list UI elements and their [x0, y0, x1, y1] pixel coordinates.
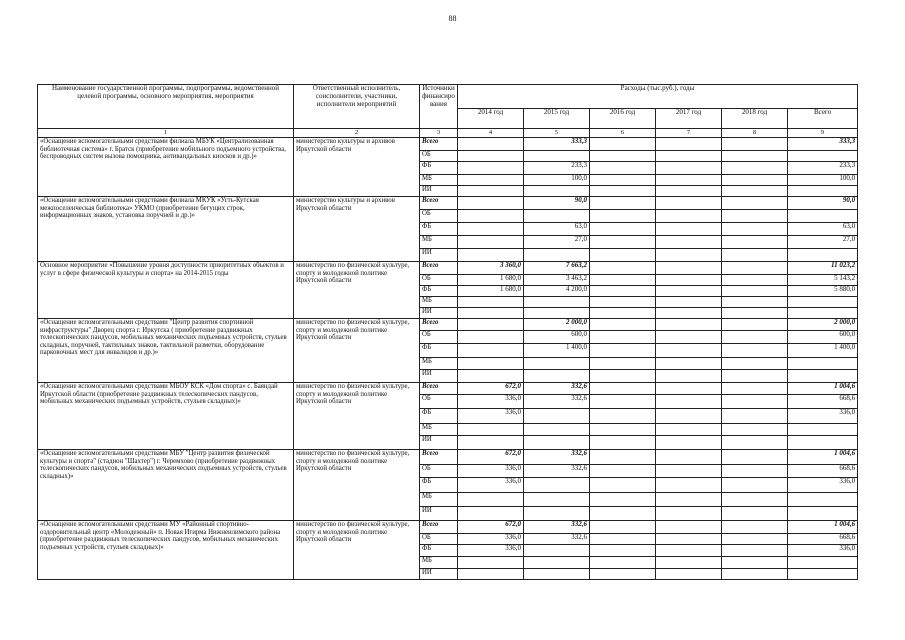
table-row — [38, 383, 858, 395]
year-value — [722, 151, 788, 162]
activity-name: «Оснащение вспомогательными средствами филиала МБУК «Централизованная библиотечная система» г. Братск (приобретение мобильного подъемного устройства, беспроводных систем вызова помощника, антивандальных киосков и др.)» — [38, 138, 294, 197]
year-value — [458, 331, 524, 344]
year-value — [722, 370, 788, 383]
funding-source: ОБ — [420, 331, 458, 344]
year-value: 3 463,2 — [524, 275, 590, 286]
year-value — [656, 370, 722, 383]
year-value — [590, 478, 656, 493]
year-value — [590, 249, 656, 262]
year-value: 1 680,0 — [458, 275, 524, 286]
total-value: 1 004,6 — [788, 450, 858, 465]
year-value — [590, 297, 656, 308]
year-value — [722, 465, 788, 478]
year-value — [590, 275, 656, 286]
funding-source: МБ — [420, 297, 458, 308]
funding-source: ИИ — [420, 436, 458, 450]
year-value — [722, 534, 788, 545]
funding-source: ФБ — [420, 162, 458, 175]
year-value — [524, 297, 590, 308]
year-value — [656, 557, 722, 569]
column-number: 4 — [458, 129, 524, 138]
responsible-executor: министерство по физической культуре, спорту и молодежной политике Иркутской области — [294, 521, 420, 580]
year-value: 2 000,0 — [524, 319, 590, 331]
year-value — [722, 436, 788, 450]
funding-source: ИИ — [420, 569, 458, 580]
year-value — [722, 557, 788, 569]
funding-source: Всего — [420, 319, 458, 331]
year-value — [524, 493, 590, 507]
year-value — [656, 409, 722, 424]
year-value — [524, 308, 590, 319]
year-value — [722, 275, 788, 286]
year-value — [458, 358, 524, 370]
year-value: 600,0 — [524, 331, 590, 344]
total-value — [788, 507, 858, 521]
total-value — [788, 557, 858, 569]
year-value — [656, 507, 722, 521]
year-value — [458, 297, 524, 308]
funding-source: ИИ — [420, 186, 458, 197]
responsible-executor: министерство по физической культуре, спорту и молодежной политике Иркутской области — [294, 262, 420, 319]
total-value: 668,6 — [788, 534, 858, 545]
year-value — [722, 223, 788, 236]
total-value — [788, 493, 858, 507]
year-value — [524, 370, 590, 383]
year-value — [458, 223, 524, 236]
year-value — [722, 286, 788, 297]
table-row — [38, 450, 858, 465]
funding-source: ИИ — [420, 308, 458, 319]
table-row — [38, 319, 858, 331]
year-value: 336,0 — [458, 465, 524, 478]
column-number: 3 — [420, 129, 458, 138]
year-value — [722, 521, 788, 534]
activity-name: «Оснащение вспомогательными средствами МБОУ КСК «Дом спорта» с. Баяндай Иркутской области (приобретение раздвижных телескопических пандусов, мобильных механических подъемных устройств, стульев складных)» — [38, 383, 294, 450]
year-value — [458, 557, 524, 569]
year-value — [722, 262, 788, 275]
year-value — [722, 478, 788, 493]
total-value: 333,3 — [788, 138, 858, 151]
total-value: 5 143,2 — [788, 275, 858, 286]
year-value — [590, 151, 656, 162]
total-value: 600,0 — [788, 331, 858, 344]
funding-source: МБ — [420, 175, 458, 186]
column-number: 8 — [722, 129, 788, 138]
year-value — [722, 395, 788, 409]
funding-source: ОБ — [420, 275, 458, 286]
total-value — [788, 569, 858, 580]
year-value — [722, 507, 788, 521]
year-value — [656, 436, 722, 450]
activity-name: «Оснащение вспомогательными средствами "Центр развития спортивной инфраструктуры" Дворец спорта г. Иркутска ( приобретение раздвижных телескопических пандусов, мобильных механических подъемных устройств, стульев складных, поручней, тактильных знаков, тактильной разметки, оборудование парковочных мест для инвалидов и др.)» — [38, 319, 294, 383]
year-value — [590, 262, 656, 275]
total-value — [788, 436, 858, 450]
year-value — [722, 450, 788, 465]
year-value — [524, 210, 590, 223]
year-value — [590, 331, 656, 344]
year-value — [524, 249, 590, 262]
funding-source: ОБ — [420, 534, 458, 545]
year-value — [722, 162, 788, 175]
year-value — [524, 358, 590, 370]
header-year-2018: 2018 год — [722, 109, 788, 129]
year-value — [656, 478, 722, 493]
year-value — [656, 534, 722, 545]
year-value: 63,0 — [524, 223, 590, 236]
year-value — [590, 358, 656, 370]
year-value — [722, 319, 788, 331]
funding-source: ОБ — [420, 465, 458, 478]
year-value — [458, 210, 524, 223]
column-number: 9 — [788, 129, 858, 138]
header-total: Всего — [788, 109, 858, 129]
total-value: 1 004,6 — [788, 383, 858, 395]
year-value — [590, 395, 656, 409]
year-value: 332,6 — [524, 465, 590, 478]
year-value: 4 200,0 — [524, 286, 590, 297]
total-value: 1 004,6 — [788, 521, 858, 534]
year-value — [656, 151, 722, 162]
column-number: 7 — [656, 129, 722, 138]
year-value — [590, 507, 656, 521]
header-year-2015: 2015 год — [524, 109, 590, 129]
year-value — [590, 424, 656, 436]
table-row — [38, 197, 858, 210]
year-value: 336,0 — [458, 478, 524, 493]
total-value — [788, 297, 858, 308]
year-value — [722, 344, 788, 358]
year-value — [524, 186, 590, 197]
year-value — [524, 478, 590, 493]
year-value — [722, 409, 788, 424]
year-value: 100,0 — [524, 175, 590, 186]
funding-source: ФБ — [420, 478, 458, 493]
year-value — [656, 383, 722, 395]
year-value — [656, 275, 722, 286]
responsible-executor: министерство культуры и архивов Иркутской области — [294, 138, 420, 197]
funding-source: ОБ — [420, 395, 458, 409]
funding-source: МБ — [420, 424, 458, 436]
year-value — [590, 210, 656, 223]
year-value — [590, 175, 656, 186]
year-value — [590, 436, 656, 450]
header-name: Наименование государственной программы, подпрограммы, ведомственной целевой программы, основного мероприятия, мероприятия — [38, 85, 294, 129]
total-value: 233,3 — [788, 162, 858, 175]
total-value: 11 023,2 — [788, 262, 858, 275]
column-number: 5 — [524, 129, 590, 138]
year-value — [524, 557, 590, 569]
funding-source: ОБ — [420, 151, 458, 162]
year-value — [656, 493, 722, 507]
header-executor: Ответственный исполнитель, соисполнители, участники, исполнители мероприятий — [294, 85, 420, 129]
year-value — [656, 249, 722, 262]
funding-source: Всего — [420, 138, 458, 151]
year-value — [458, 436, 524, 450]
funding-source: ИИ — [420, 249, 458, 262]
year-value — [722, 210, 788, 223]
year-value — [524, 545, 590, 557]
total-value — [788, 151, 858, 162]
total-value — [788, 186, 858, 197]
total-value: 27,0 — [788, 236, 858, 249]
year-value — [656, 162, 722, 175]
column-number: 6 — [590, 129, 656, 138]
year-value — [656, 186, 722, 197]
total-value: 100,0 — [788, 175, 858, 186]
year-value — [590, 450, 656, 465]
year-value — [590, 409, 656, 424]
year-value — [656, 286, 722, 297]
funding-source: ФБ — [420, 344, 458, 358]
year-value: 336,0 — [458, 545, 524, 557]
year-value — [656, 210, 722, 223]
year-value — [524, 507, 590, 521]
total-value: 668,6 — [788, 465, 858, 478]
year-value — [458, 424, 524, 436]
year-value — [458, 138, 524, 151]
year-value: 672,0 — [458, 521, 524, 534]
year-value — [722, 383, 788, 395]
year-value — [656, 465, 722, 478]
year-value: 333,3 — [524, 138, 590, 151]
year-value — [722, 308, 788, 319]
header-source: Источники финансиро вания — [420, 85, 458, 129]
year-value: 332,6 — [524, 383, 590, 395]
year-value — [590, 569, 656, 580]
column-number: 2 — [294, 129, 420, 138]
year-value — [656, 545, 722, 557]
funding-source: Всего — [420, 450, 458, 465]
year-value — [590, 370, 656, 383]
year-value — [524, 151, 590, 162]
table-row — [38, 521, 858, 534]
year-value — [590, 197, 656, 210]
funding-source: МБ — [420, 557, 458, 569]
year-value: 7 663,2 — [524, 262, 590, 275]
year-value: 332,6 — [524, 534, 590, 545]
year-value — [524, 569, 590, 580]
year-value — [722, 138, 788, 151]
total-value — [788, 370, 858, 383]
header-year-2016: 2016 год — [590, 109, 656, 129]
total-value: 668,6 — [788, 395, 858, 409]
year-value — [524, 409, 590, 424]
year-value — [656, 344, 722, 358]
year-value: 672,0 — [458, 383, 524, 395]
year-value — [722, 297, 788, 308]
funding-source: Всего — [420, 197, 458, 210]
year-value — [458, 175, 524, 186]
year-value — [590, 236, 656, 249]
budget-table — [37, 84, 858, 580]
header-year-2014: 2014 год — [458, 109, 524, 129]
year-value — [656, 521, 722, 534]
year-value — [656, 297, 722, 308]
year-value — [722, 493, 788, 507]
total-value: 63,0 — [788, 223, 858, 236]
year-value — [656, 223, 722, 236]
column-number: 1 — [38, 129, 294, 138]
year-value — [458, 236, 524, 249]
year-value — [722, 249, 788, 262]
year-value — [590, 138, 656, 151]
year-value — [590, 493, 656, 507]
header-year-2017: 2017 год — [656, 109, 722, 129]
year-value — [458, 197, 524, 210]
year-value — [590, 383, 656, 395]
funding-source: МБ — [420, 358, 458, 370]
year-value — [722, 569, 788, 580]
year-value — [458, 162, 524, 175]
total-value — [788, 308, 858, 319]
year-value — [590, 319, 656, 331]
year-value — [656, 395, 722, 409]
year-value — [590, 534, 656, 545]
year-value — [590, 344, 656, 358]
activity-name: «Оснащение вспомогательными средствами МУ «Районный спортивно-оздоровительный центр «Молодежный» п. Новая Игирма Нижнеилимского района (приобретение раздвижных телескопических пандусов, мобильных механических подъемных устройств, стульев складных)» — [38, 521, 294, 580]
year-value — [458, 151, 524, 162]
year-value — [458, 186, 524, 197]
page-number: 88 — [448, 14, 457, 23]
header-expenses: Расходы (тыс.руб.), годы — [458, 85, 858, 109]
year-value — [656, 236, 722, 249]
year-value — [722, 358, 788, 370]
year-value — [656, 197, 722, 210]
year-value — [656, 262, 722, 275]
year-value — [458, 344, 524, 358]
year-value — [722, 236, 788, 249]
table-row — [38, 262, 858, 275]
year-value: 27,0 — [524, 236, 590, 249]
year-value — [458, 493, 524, 507]
year-value: 332,6 — [524, 521, 590, 534]
total-value: 2 000,0 — [788, 319, 858, 331]
activity-name: «Оснащение вспомогательными средствами МБУ "Центр развития физической культуры и спорта" (стадион "Шахтер") г. Черемхово (приобретение раздвижных телескопических пандусов, мобильных механических подъемных устройств, стульев складных)» — [38, 450, 294, 521]
funding-source: Всего — [420, 383, 458, 395]
year-value — [590, 465, 656, 478]
year-value — [458, 370, 524, 383]
year-value — [722, 197, 788, 210]
year-value — [656, 450, 722, 465]
funding-source: ФБ — [420, 286, 458, 297]
activity-name: «Оснащение вспомогательными средствами филиала МКУК «Усть-Кутская межпоселенческая библиотека» УКМО (приобретение бегущих строк, информационных знаков, установка поручней и др.)» — [38, 197, 294, 262]
responsible-executor: министерство по физической культуре, спорту и молодежной политике Иркутской области — [294, 450, 420, 521]
year-value: 336,0 — [458, 409, 524, 424]
year-value — [656, 331, 722, 344]
year-value — [656, 424, 722, 436]
year-value — [590, 186, 656, 197]
year-value: 3 360,0 — [458, 262, 524, 275]
year-value — [656, 175, 722, 186]
year-value: 1 680,0 — [458, 286, 524, 297]
year-value: 336,0 — [458, 395, 524, 409]
responsible-executor: министерство по физической культуре, спорту и молодежной политике Иркутской области — [294, 383, 420, 450]
total-value: 1 400,0 — [788, 344, 858, 358]
year-value — [458, 308, 524, 319]
year-value — [722, 175, 788, 186]
year-value: 90,0 — [524, 197, 590, 210]
year-value — [590, 545, 656, 557]
year-value — [722, 331, 788, 344]
column-number-row — [38, 129, 858, 138]
total-value — [788, 249, 858, 262]
funding-source: Всего — [420, 521, 458, 534]
total-value: 5 880,0 — [788, 286, 858, 297]
year-value — [458, 249, 524, 262]
year-value — [590, 162, 656, 175]
responsible-executor: министерство культуры и архивов Иркутской области — [294, 197, 420, 262]
year-value: 672,0 — [458, 450, 524, 465]
year-value — [656, 569, 722, 580]
activity-name: Основное мероприятие «Повышение уровня доступности приоритетных объектов и услуг в сфере физической культуры и спорта» на 2014-2015 годы — [38, 262, 294, 319]
year-value — [722, 424, 788, 436]
year-value — [590, 223, 656, 236]
year-value — [590, 286, 656, 297]
total-value — [788, 210, 858, 223]
total-value: 336,0 — [788, 409, 858, 424]
funding-source: ИИ — [420, 507, 458, 521]
year-value — [722, 186, 788, 197]
year-value — [656, 358, 722, 370]
total-value — [788, 424, 858, 436]
year-value — [656, 319, 722, 331]
year-value — [590, 521, 656, 534]
year-value: 233,3 — [524, 162, 590, 175]
total-value: 90,0 — [788, 197, 858, 210]
total-value: 336,0 — [788, 478, 858, 493]
year-value — [590, 308, 656, 319]
table-row — [38, 138, 858, 151]
year-value — [656, 308, 722, 319]
funding-source: ОБ — [420, 210, 458, 223]
funding-source: ФБ — [420, 545, 458, 557]
funding-source: ФБ — [420, 223, 458, 236]
funding-source: МБ — [420, 236, 458, 249]
year-value — [590, 557, 656, 569]
year-value — [656, 138, 722, 151]
responsible-executor: министерство по физической культуре, спорту и молодежной политике Иркутской области — [294, 319, 420, 383]
total-value: 336,0 — [788, 545, 858, 557]
year-value — [458, 569, 524, 580]
year-value — [524, 436, 590, 450]
year-value: 332,6 — [524, 395, 590, 409]
year-value: 336,0 — [458, 534, 524, 545]
total-value — [788, 358, 858, 370]
table-body — [38, 138, 858, 580]
funding-source: ИИ — [420, 370, 458, 383]
funding-source: Всего — [420, 262, 458, 275]
year-value — [458, 507, 524, 521]
year-value: 332,6 — [524, 450, 590, 465]
funding-source: МБ — [420, 493, 458, 507]
funding-source: ФБ — [420, 409, 458, 424]
year-value: 1 400,0 — [524, 344, 590, 358]
year-value — [458, 319, 524, 331]
year-value — [524, 424, 590, 436]
year-value — [722, 545, 788, 557]
